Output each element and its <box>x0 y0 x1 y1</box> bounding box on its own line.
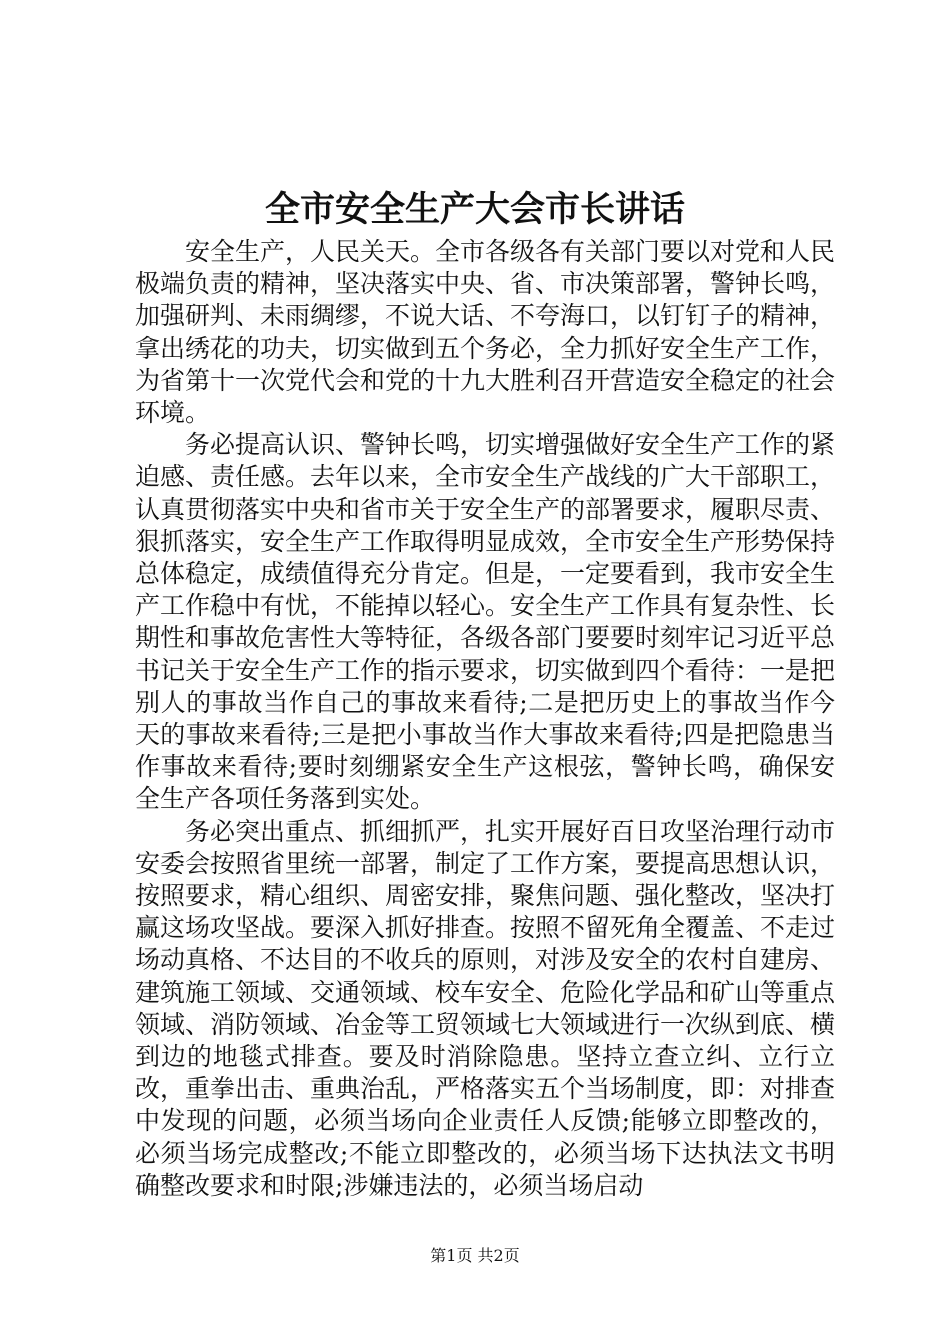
document-body <box>135 236 835 1202</box>
paragraph: 务必提高认识、警钟长鸣，切实增强做好安全生产工作的紧迫感、责任感。去年以来，全市安全生产战线的广大干部职工，认真贯彻落实中央和省市关于安全生产的部署要求，履职尽责、狠抓落实，安全生产工作取得明显成效，全市安全生产形势保持总体稳定，成绩值得充分肯定。但是，一定要看到，我市安全生产工作稳中有忧，不能掉以轻心。安全生产工作具有复杂性、长期性和事故危害性大等特征，各级各部门要要时刻牢记习近平总书记关于安全生产工作的指示要求，切实做到四个看待：一是把别人的事故当作自己的事故来看待;二是把历史上的事故当作今天的事故来看待;三是把小事故当作大事故来看待;四是把隐患当作事故来看待;要时刻绷紧安全生产这根弦，警钟长鸣，确保安全生产各项任务落到实处。 <box>135 430 836 814</box>
page-number-footer: 第1页 共2页 <box>430 1246 520 1265</box>
paragraph: 务必突出重点、抓细抓严，扎实开展好百日攻坚治理行动市安委会按照省里统一部署，制定了工作方案，要提高思想认识，按照要求，精心组织、周密安排，聚焦问题、强化整改，坚决打赢这场攻坚战。要深入抓好排查。按照不留死角全覆盖、不走过场动真格、不达目的不收兵的原则，对涉及安全的农村自建房、建筑施工领域、交通领域、校车安全、危险化学品和矿山等重点领域、消防领域、冶金等工贸领域七大领域进行一次纵到底、横到边的地毯式排查。要及时消除隐患。坚持立查立纠、立行立改，重拳出击、重典治乱，严格落实五个当场制度，即：对排查中发现的问题，必须当场向企业责任人反馈;能够立即整改的，必须当场完成整改;不能立即整改的，必须当场下达执法文书明确整改要求和时限;涉嫌违法的，必须当场启动 <box>135 816 836 1200</box>
paragraph: 安全生产，人民关天。全市各级各有关部门要以对党和人民极端负责的精神，坚决落实中央、省、市决策部署，警钟长鸣，加强研判、未雨绸缪，不说大话、不夸海口，以钉钉子的精神，拿出绣花的功夫，切实做到五个务必，全力抓好安全生产工作，为省第十一次党代会和党的十九大胜利召开营造安全稳定的社会环境。 <box>135 237 836 428</box>
document-title: 全市安全生产大会市长讲话 <box>264 190 685 230</box>
